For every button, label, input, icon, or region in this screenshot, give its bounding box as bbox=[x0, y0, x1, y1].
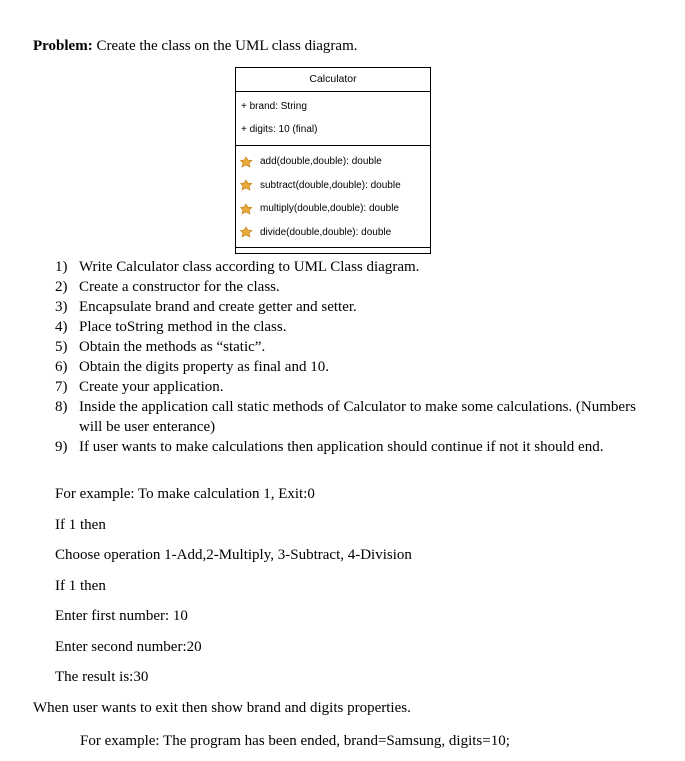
list-item bbox=[55, 397, 655, 437]
uml-attributes bbox=[236, 92, 430, 146]
example-if-1: If 1 then bbox=[55, 517, 106, 533]
list-number: 8) bbox=[55, 399, 68, 415]
list-item bbox=[55, 437, 655, 457]
list-text: Obtain the digits property as final and 10. bbox=[79, 359, 329, 375]
list-text: Encapsulate brand and create getter and setter. bbox=[79, 299, 357, 315]
uml-method-multiply bbox=[240, 197, 430, 221]
list-text: Place toString method in the class. bbox=[79, 319, 287, 335]
example-if-1-second: If 1 then bbox=[55, 578, 106, 594]
uml-method-label: divide(double,double): double bbox=[260, 226, 392, 238]
list-item bbox=[55, 317, 655, 337]
list-number: 5) bbox=[55, 339, 68, 355]
static-method-icon bbox=[240, 179, 253, 191]
list-number: 1) bbox=[55, 259, 68, 275]
list-number: 4) bbox=[55, 319, 68, 335]
uml-method-divide bbox=[240, 221, 430, 245]
uml-attribute-digits: + digits: 10 (final) bbox=[241, 124, 318, 135]
uml-class-name: Calculator bbox=[236, 68, 430, 92]
example-second-number: Enter second number:20 bbox=[55, 639, 202, 655]
list-number: 6) bbox=[55, 359, 68, 375]
problem-label: Problem: bbox=[33, 38, 93, 54]
list-item bbox=[55, 357, 655, 377]
uml-methods bbox=[236, 146, 430, 244]
static-method-icon bbox=[240, 203, 253, 215]
uml-method-subtract bbox=[240, 174, 430, 198]
example-choose-operation: Choose operation 1-Add,2-Multiply, 3-Subtract, 4-Division bbox=[55, 547, 412, 563]
uml-method-label: multiply(double,double): double bbox=[260, 203, 399, 214]
list-item bbox=[55, 297, 655, 317]
list-item bbox=[55, 277, 655, 297]
example-result: The result is:30 bbox=[55, 669, 149, 685]
problem-text: Create the class on the UML class diagram. bbox=[92, 38, 358, 54]
uml-bottom-compartment bbox=[236, 247, 430, 253]
list-text: Create your application. bbox=[79, 379, 224, 395]
uml-method-label: add(double,double): double bbox=[260, 156, 382, 167]
static-method-icon bbox=[240, 156, 253, 168]
exit-note: When user wants to exit then show brand and digits properties. bbox=[33, 700, 411, 716]
task-list bbox=[55, 257, 655, 457]
list-item bbox=[55, 337, 655, 357]
uml-class-diagram bbox=[235, 67, 431, 254]
list-number: 3) bbox=[55, 299, 68, 315]
example-first-number: Enter first number: 10 bbox=[55, 608, 188, 624]
list-text: Inside the application call static methods of Calculator to make some calculations. (Numbers will be user enterance) bbox=[79, 399, 636, 435]
exit-example: For example: The program has been ended, brand=Samsung, digits=10; bbox=[80, 733, 510, 749]
list-text: If user wants to make calculations then application should continue if not it should end. bbox=[79, 439, 604, 455]
uml-attribute-brand: + brand: String bbox=[241, 101, 307, 112]
uml-method-add bbox=[240, 150, 430, 174]
example-intro: For example: To make calculation 1, Exit:0 bbox=[55, 486, 315, 502]
static-method-icon bbox=[240, 226, 253, 238]
list-number: 9) bbox=[55, 439, 68, 455]
list-item bbox=[55, 377, 655, 397]
list-item bbox=[55, 257, 655, 277]
list-text: Write Calculator class according to UML Class diagram. bbox=[79, 259, 420, 275]
uml-method-label: subtract(double,double): double bbox=[260, 179, 401, 191]
list-text: Obtain the methods as “static”. bbox=[79, 339, 266, 355]
problem-statement bbox=[33, 38, 358, 55]
list-number: 2) bbox=[55, 279, 68, 295]
list-text: Create a constructor for the class. bbox=[79, 279, 280, 295]
list-number: 7) bbox=[55, 379, 68, 395]
